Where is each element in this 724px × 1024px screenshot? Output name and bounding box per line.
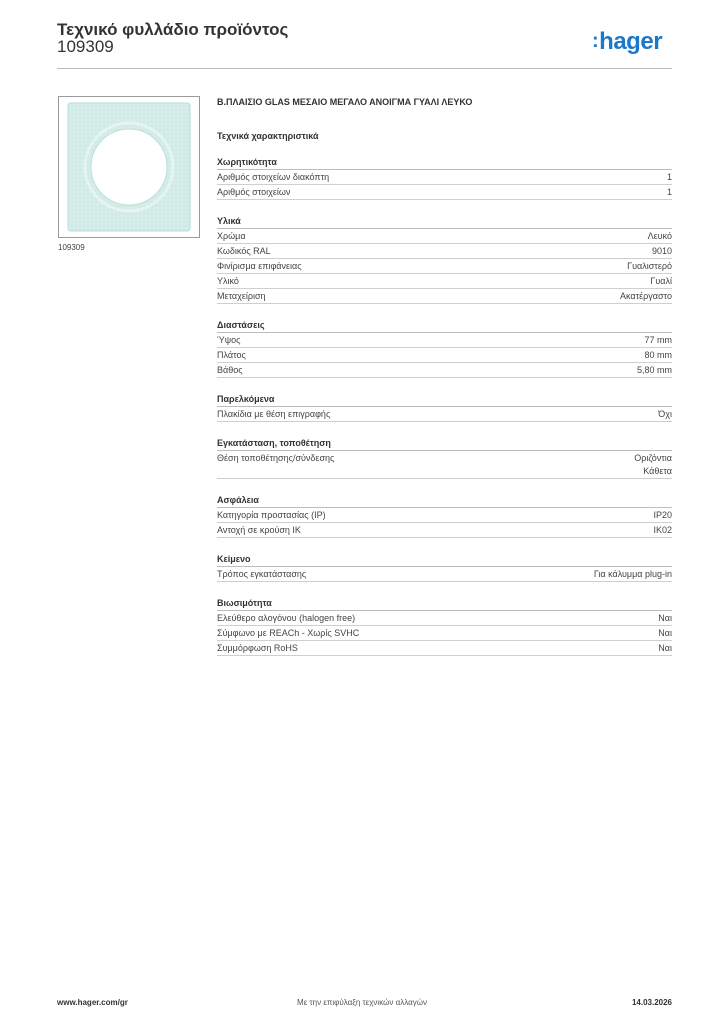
spec-value: Γυαλιστερό — [627, 261, 672, 271]
spec-row — [217, 289, 672, 304]
spec-group-title: Υλικά — [217, 214, 672, 229]
spec-group — [217, 493, 672, 538]
spec-label: Θέση τοποθέτησης/σύνδεσης — [217, 453, 335, 463]
spec-value: Οριζόντια Κάθετα — [634, 453, 672, 476]
spec-label: Σύμφωνο με REACh - Χωρίς SVHC — [217, 628, 360, 638]
footer-website: www.hager.com/gr — [57, 998, 128, 1007]
spec-row — [217, 348, 672, 363]
spec-value: 1 — [666, 172, 672, 182]
header-divider — [57, 68, 672, 69]
spec-content — [217, 96, 672, 656]
spec-group-title: Χωρητικότητα — [217, 155, 672, 170]
spec-value: 9010 — [651, 246, 672, 256]
spec-label: Τρόπος εγκατάστασης — [217, 569, 307, 579]
spec-label: Φινίρισμα επιφάνειας — [217, 261, 302, 271]
spec-value: Λευκό — [647, 231, 672, 241]
spec-group — [217, 214, 672, 304]
image-caption: 109309 — [58, 243, 85, 252]
spec-row — [217, 508, 672, 523]
section-title: Τεχνικά χαρακτηριστικά — [217, 131, 319, 141]
spec-label: Χρώμα — [217, 231, 246, 241]
spec-group — [217, 392, 672, 422]
spec-group — [217, 155, 672, 200]
spec-label: Πλακίδια με θέση επιγραφής — [217, 409, 331, 419]
spec-row — [217, 611, 672, 626]
spec-group — [217, 596, 672, 656]
spec-row — [217, 567, 672, 582]
spec-value: 77 mm — [644, 335, 672, 345]
spec-label: Αριθμός στοιχείων — [217, 187, 291, 197]
spec-value: Ναι — [658, 643, 672, 653]
spec-row — [217, 185, 672, 200]
spec-label: Αντοχή σε κρούση IK — [217, 525, 301, 535]
spec-group-title: Διαστάσεις — [217, 318, 672, 333]
spec-row — [217, 274, 672, 289]
spec-label: Ύψος — [217, 335, 241, 345]
spec-groups — [217, 155, 672, 656]
spec-value: 5,80 mm — [636, 365, 672, 375]
spec-value: 1 — [666, 187, 672, 197]
spec-label: Ελεύθερο αλογόνου (halogen free) — [217, 613, 356, 623]
spec-row — [217, 363, 672, 378]
spec-value: IP20 — [653, 510, 672, 520]
spec-value: Ακατέργαστο — [620, 291, 672, 301]
product-code: 109309 — [57, 37, 114, 56]
spec-row — [217, 407, 672, 422]
spec-value: Για κάλυμμα plug-in — [593, 569, 672, 579]
spec-row — [217, 333, 672, 348]
spec-label: Βάθος — [217, 365, 243, 375]
product-image — [58, 96, 200, 238]
spec-label: Συμμόρφωση RoHS — [217, 643, 298, 653]
spec-group-title: Κείμενο — [217, 552, 672, 567]
spec-label: Πλάτος — [217, 350, 246, 360]
spec-value: Όχι — [658, 409, 672, 419]
spec-group — [217, 552, 672, 582]
spec-value: 80 mm — [644, 350, 672, 360]
spec-value: Ναι — [658, 628, 672, 638]
footer-date: 14.03.2026 — [631, 998, 672, 1007]
spec-row — [217, 229, 672, 244]
logo-colon-mark: : — [592, 30, 599, 52]
logo-text: hager — [599, 28, 663, 55]
spec-group — [217, 436, 672, 479]
spec-group-title: Εγκατάσταση, τοποθέτηση — [217, 436, 672, 451]
spec-value: IK02 — [653, 525, 672, 535]
document-title: Τεχνικό φυλλάδιο προϊόντος — [57, 20, 289, 39]
spec-value: Γυαλί — [650, 276, 672, 286]
footer-notice: Με την επιφύλαξη τεχνικών αλλαγών — [297, 998, 427, 1007]
spec-group — [217, 318, 672, 378]
spec-row — [217, 259, 672, 274]
spec-row — [217, 523, 672, 538]
spec-row — [217, 170, 672, 185]
spec-label: Αριθμός στοιχείων διακόπτη — [217, 172, 330, 182]
spec-label: Κωδικός RAL — [217, 246, 271, 256]
product-name: Β.ΠΛΑΙΣΙΟ GLAS ΜΕΣΑΙΟ ΜΕΓΑΛΟ ΑΝΟΙΓΜΑ ΓΥΑΛΙ ΛΕΥΚΟ — [217, 97, 473, 107]
spec-group-title: Ασφάλεια — [217, 493, 672, 508]
spec-label: Υλικό — [217, 276, 239, 286]
spec-label: Κατηγορία προστασίας (IP) — [217, 510, 326, 520]
hager-logo — [592, 28, 662, 56]
spec-row — [217, 451, 672, 479]
glass-frame-illustration — [59, 97, 199, 237]
spec-row — [217, 626, 672, 641]
spec-value: Ναι — [658, 613, 672, 623]
spec-group-title: Παρελκόμενα — [217, 392, 672, 407]
spec-row — [217, 641, 672, 656]
spec-group-title: Βιωσιμότητα — [217, 596, 672, 611]
spec-label: Μεταχείριση — [217, 291, 266, 301]
spec-row — [217, 244, 672, 259]
